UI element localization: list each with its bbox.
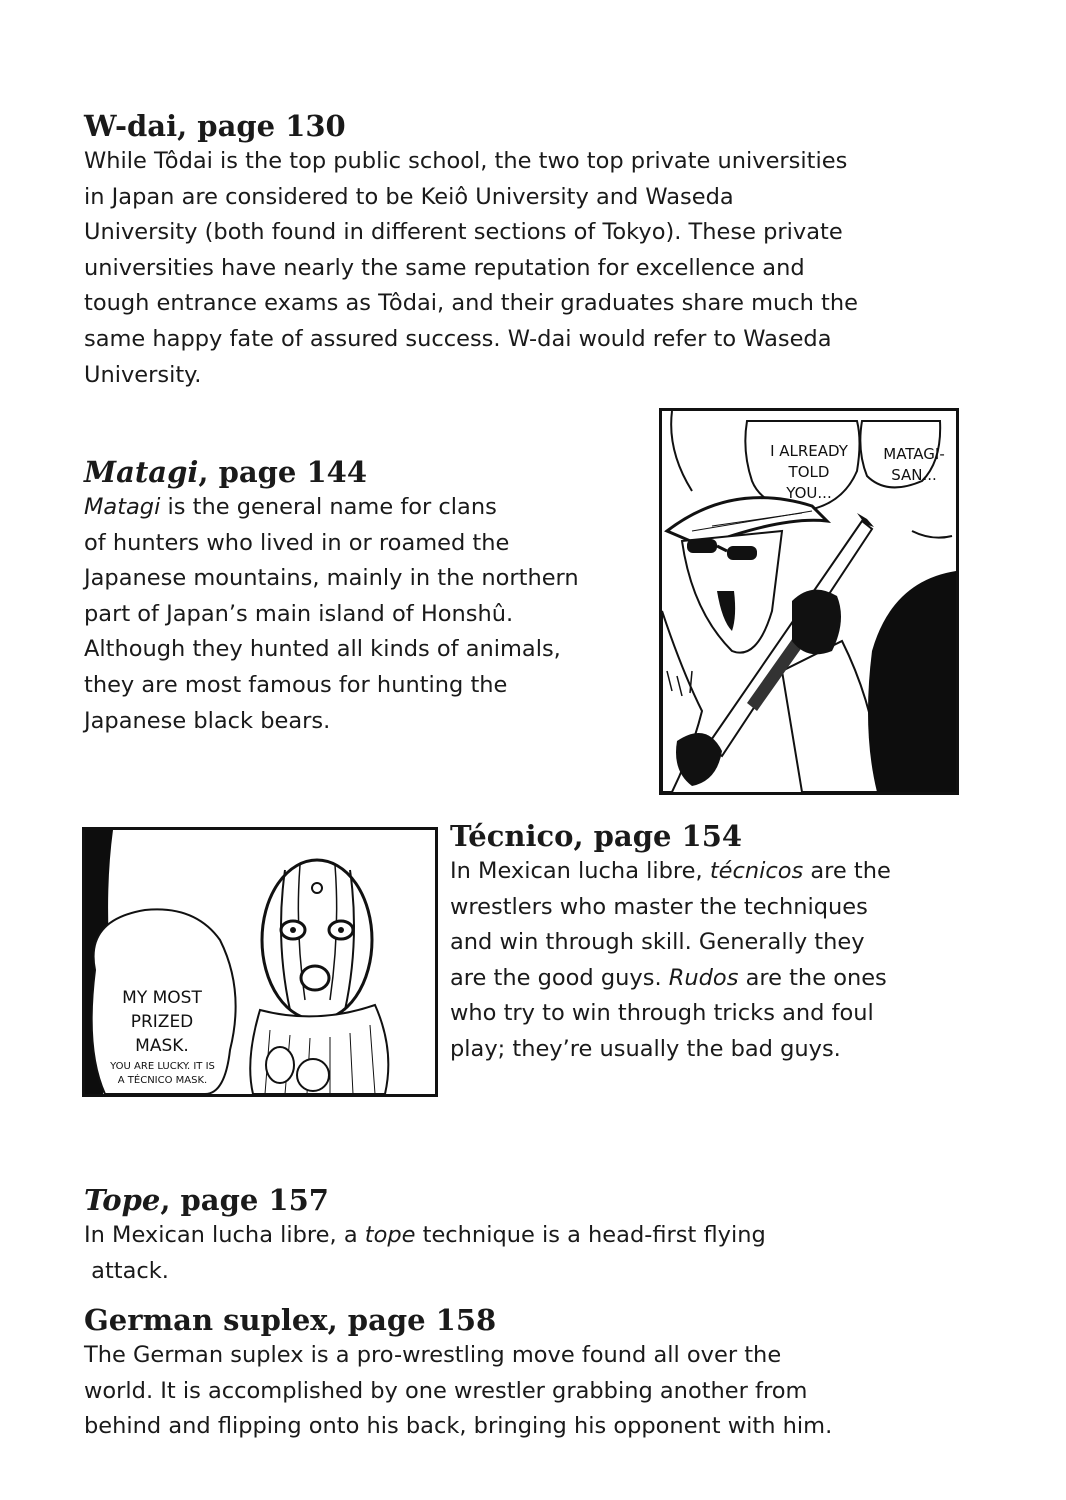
- term: Rudos: [668, 964, 739, 991]
- entry-body: While Tôdai is the top public school, the two top private universities in Japan are considered to be Keiô University and Waseda University (both found in different sections of Tokyo). These private universities have nearly the same reputation for excellence and tough entrance exams as Tôdai, and their graduates share much the same happy fate of assured success. W-dai would refer to Waseda University.: [84, 148, 858, 388]
- entry-body: The German suplex is a pro-wrestling move found all over the world. It is accomplished by one wrestler grabbing another from behind and flipping onto his back, bringing his opponent with him.: [84, 1342, 833, 1440]
- entry-heading: Matagi, page 144: [84, 455, 367, 489]
- manga-panel-matagi: [659, 408, 959, 795]
- heading-term: Matagi: [84, 455, 199, 489]
- entry-tecnico: [450, 818, 1010, 1068]
- entry-tope: [84, 1182, 984, 1289]
- speech-bubble-small: YOU ARE LUCKY. IT IS A TÉCNICO MASK.: [110, 1061, 215, 1086]
- term: técnicos: [709, 858, 804, 884]
- entry-body: In Mexican lucha libre, a tope technique is a head-first flying attack.: [84, 1222, 766, 1284]
- speech-bubble: I ALREADY TOLD YOU...: [770, 442, 848, 502]
- term: Matagi: [84, 494, 161, 520]
- entry-wdai: [84, 108, 984, 393]
- entry-heading: German suplex, page 158: [84, 1303, 497, 1337]
- entry-heading: W-dai, page 130: [84, 109, 346, 143]
- entry-body: Matagi is the general name for clans of hunters who lived in or roamed the Japanese mountains, mainly in the northern part of Japan’s main island of Honshû. Although they hunted all kinds of animals, they are most famous for hunting the Japanese black bears.: [84, 494, 579, 734]
- speech-bubble: MATAGI- SAN...: [883, 445, 945, 484]
- entry-body: In Mexican lucha libre, técnicos are the wrestlers who master the techniques and win through skill. Generally they are the good guys. Rudos are the ones who try to win through tricks and foul play; they’re usually the bad guys.: [450, 858, 891, 1062]
- entry-heading: Técnico, page 154: [450, 819, 743, 853]
- speech-bubble: MY MOST PRIZED MASK.: [122, 988, 202, 1056]
- entry-matagi: [84, 454, 654, 739]
- entry-heading: Tope, page 157: [84, 1183, 329, 1217]
- term: tope: [364, 1222, 416, 1248]
- heading-term: Tope: [84, 1183, 161, 1217]
- manga-panel-tecnico: [82, 827, 438, 1097]
- entry-german-suplex: [84, 1302, 984, 1445]
